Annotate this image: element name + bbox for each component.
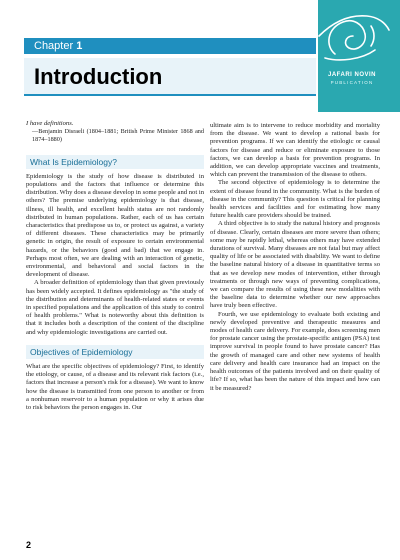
paragraph: The second objective of epidemiology is to determine the extent of disease found in the community. What is the burden of disease in the community? This question is critical for planning health services and facilities and for estimating how many future health care providers should be trained. [210,179,380,220]
publisher-name: JAFARI NOVIN [327,72,376,78]
paragraph: Fourth, we use epidemiology to evaluate both existing and newly developed preventive and therapeutic measures and modes of health care delivery. For example, does screening men for prostate cancer using the prostate-specific antigen (PSA) test improve survival in people found to have prostate cancer? Has the growth of managed care and other new systems of health care delivery and health care insurance had an impact on the health outcomes of the patients involved and on their quality of life? If so, what has been the nature of this impact and how can it be measured? [210,310,380,392]
publisher-subtitle: PUBLICATION [330,80,374,85]
epigraph-quote: I have definitions. [26,120,74,127]
chapter-number: 1 [76,40,83,52]
publisher-logo-icon [305,6,395,66]
page-number: 2 [26,540,32,550]
section-heading-what-is: What Is Epidemiology? [26,155,204,169]
paragraph: A broader definition of epidemiology than that given previously has been widely accepted. It defines epidemiology as "the study of the distribution and determinants of health-related states or events in specified populations and the application of this study to control of health problems." What is noteworthy about this definition is that it includes both a description of the content of the discipline and why epidemiologic investigations are carried out. [26,279,204,336]
section-heading-objectives: Objectives of Epidemiology [26,345,204,359]
epigraph-attribution: —Benjamin Disraeli (1804–1881; British Prime Minister 1868 and 1874–1880) [32,128,204,144]
page-title: Introduction [34,64,163,89]
left-column [26,120,204,412]
paragraph: A third objective is to study the natural history and prognosis of disease. Clearly, certain diseases are more severe than others; some may be rapidly lethal, whereas others may have extended durations of survival. Many diseases are not fatal but may affect quality of life or be associated with disability. We want to define the baseline natural history of a disease in quantitative terms so that as we develop new modes of intervention, either through treatments or through new ways of preventing complications, we can compare the results of using these new modalities with the baseline data to determine whether our new approaches have truly been effective. [210,220,380,310]
paragraph: What are the specific objectives of epidemiology? First, to identify the etiology, or cause, of a disease and its relevant risk factors (i.e., factors that increase a person's risk for a disease). We want to know how the disease is transmitted from one person to another or from a nonhuman reservoir to a human population or why it arises due to risk behaviors the person engages in. Our [26,363,204,412]
right-column [210,122,380,393]
paragraph: ultimate aim is to intervene to reduce morbidity and mortality from the disease. We want to develop a rational basis for prevention programs. If we can identify the etiologic or causal factors for disease and reduce or eliminate exposure to those factors, we can develop a basis for prevention programs. In addition, we can develop appropriate vaccines and treatments, which can prevent the transmission of the disease to others. [210,122,380,179]
chapter-label: Chapter 1 [34,40,83,52]
paragraph: Epidemiology is the study of how disease is distributed in populations and the factors that influence or determine this distribution. Why does a disease develop in some people and not in others? The premise underlying epidemiology is that disease, illness, ill health, and excellent health status are not randomly distributed in human populations. Rather, each of us has certain characteristics that predispose us to, or protect us against, a variety of different diseases. These characteristics may be primarily genetic in origin, the result of exposure to certain environmental hazards, or the behaviors (good and bad) that we engage in. Perhaps most often, we are dealing with an interaction of genetic, environmental, and behavioral and social factors in the development of disease. [26,172,204,279]
